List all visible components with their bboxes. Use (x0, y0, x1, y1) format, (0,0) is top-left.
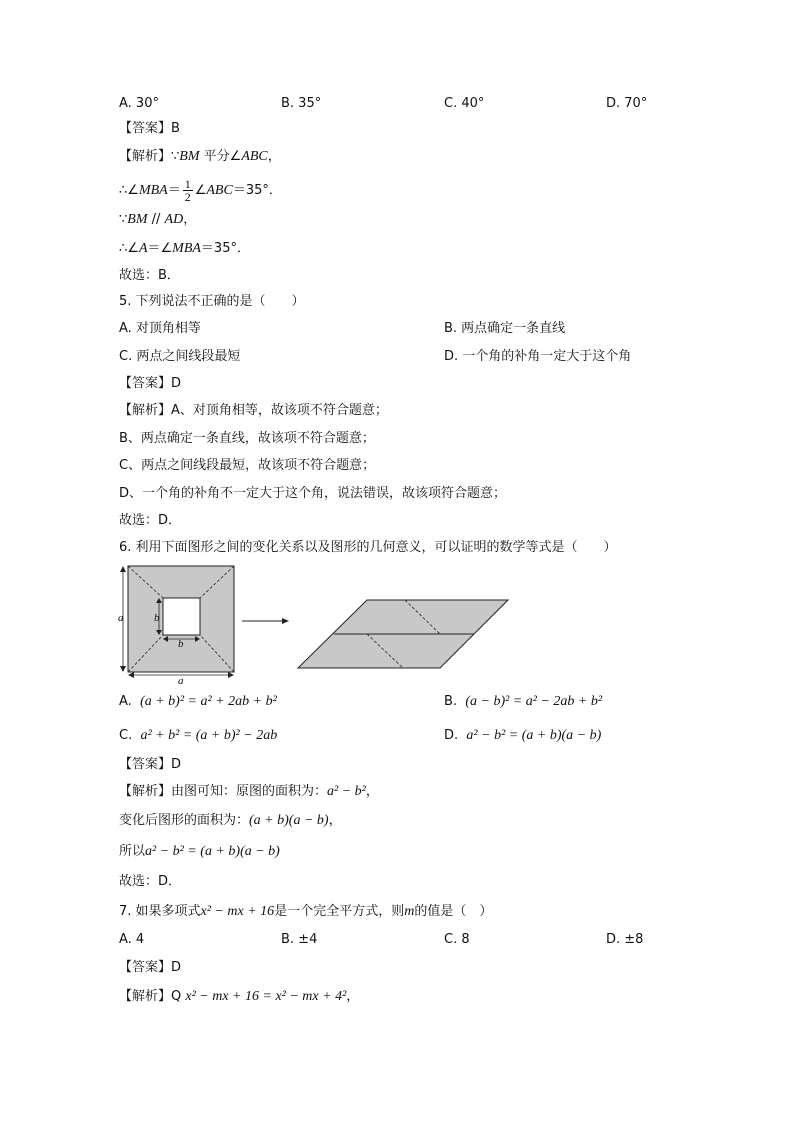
q4-option-d: D. 70° (606, 96, 648, 111)
q4-answer: 【答案】B (119, 121, 180, 136)
q4-analysis-line-4 (119, 240, 250, 258)
option-formula: a² + b² = (a + b)² − 2ab (140, 728, 278, 743)
q4-option-b: B. 35° (281, 96, 322, 111)
q4-choose: 故选：B． (119, 268, 180, 283)
q5-option-b: B. 两点确定一条直线 (444, 321, 566, 336)
q5-choose: 故选：D． (119, 513, 182, 528)
label-a-vertical: a (118, 612, 124, 624)
q5-analysis-4: D、一个角的补角不一定大于这个角，说法错误，故该项符合题意； (119, 486, 507, 501)
fraction-half (183, 178, 193, 203)
q6-option-b (444, 693, 602, 711)
q6-analysis-1 (119, 783, 379, 801)
q5-analysis-1: 【解析】A、对顶角相等，故该项不符合题意； (119, 403, 388, 418)
text: ∵ (119, 212, 128, 227)
option-letter: D. (444, 728, 459, 743)
math-expr: a² − b² = (a + b)(a − b) (145, 844, 280, 859)
label-a-horizontal: a (178, 675, 184, 685)
math-expr: x² − mx + 16 = x² − mx + 4² (185, 989, 347, 1004)
q6-answer: 【答案】D (119, 757, 182, 772)
text: ＝35°． (232, 183, 282, 198)
option-formula: a² − b² = (a + b)(a − b) (466, 728, 602, 743)
text: 的值是（ ） (414, 904, 493, 919)
text: 7. 如果多项式 (119, 904, 201, 919)
option-formula: (a − b)² = a² − 2ab + b² (465, 694, 603, 709)
text: ， (183, 212, 197, 227)
math-var: m (404, 904, 415, 919)
text: ＝35°． (200, 241, 250, 256)
text: 【解析】由图可知：原图的面积为： (119, 784, 328, 799)
math-var: ABC (206, 183, 233, 198)
q6-choose: 故选：D． (119, 874, 182, 889)
q6-option-d (444, 727, 601, 745)
q6-option-c (119, 727, 277, 745)
frac-denominator: 2 (184, 190, 191, 204)
option-letter: B. (444, 694, 458, 709)
text: ， (267, 149, 281, 164)
q5-option-c: C. 两点之间线段最短 (119, 349, 241, 364)
frac-numerator: 1 (184, 177, 191, 191)
q5-option-a: A. 对顶角相等 (119, 321, 201, 336)
label-b-horizontal: b (178, 638, 184, 650)
q7-option-d: D. ±8 (606, 932, 644, 947)
option-letter: A. (119, 694, 132, 709)
text: ， (328, 813, 342, 828)
math-expr: x² − mx + 16 (200, 904, 275, 919)
q5-stem: 5. 下列说法不正确的是（ ） (119, 294, 305, 309)
q6-option-a (119, 693, 277, 711)
q6-stem: 6. 利用下面图形之间的变化关系以及图形的几何意义，可以证明的数学等式是（ ） (119, 540, 617, 555)
q4-analysis-line-3 (119, 211, 196, 229)
text: ， (365, 784, 379, 799)
q5-option-d: D. 一个角的补角一定大于这个角 (444, 349, 632, 364)
text: ＝ (167, 183, 181, 198)
text: ＝∠ (147, 241, 173, 256)
parallelogram (298, 600, 508, 668)
math-var: ABC (241, 149, 268, 164)
text: ∴∠ (119, 241, 139, 256)
analysis-tag: 【解析】Q (119, 989, 182, 1004)
square-with-hole (128, 566, 234, 672)
math-var: MBA (172, 241, 201, 256)
math-var: BM (127, 212, 148, 227)
text: ∠ (194, 183, 207, 198)
math-expr: (a + b)(a − b) (249, 813, 329, 828)
q4-analysis-line-1 (119, 148, 281, 166)
transform-arrow-icon (242, 618, 289, 624)
q4-option-a: A. 30° (119, 96, 159, 111)
text: 是一个完全平方式，则 (274, 904, 405, 919)
option-formula: (a + b)² = a² + 2ab + b² (140, 694, 277, 709)
math-expr: a² − b² (327, 784, 366, 799)
text: 所以 (119, 844, 146, 859)
q7-answer: 【答案】D (119, 960, 182, 975)
q6-analysis-2 (119, 812, 342, 830)
analysis-tag: 【解析】 (119, 149, 172, 164)
math-var: A (138, 241, 148, 256)
math-var: BM (179, 149, 200, 164)
q7-stem (119, 903, 492, 921)
parallel-symbol: // (147, 212, 165, 227)
text: ， (346, 989, 360, 1004)
text: 变化后图形的面积为： (119, 813, 250, 828)
q5-analysis-2: B、两点确定一条直线，故该项不符合题意； (119, 431, 375, 446)
q7-option-b: B. ±4 (281, 932, 318, 947)
q4-analysis-line-2 (119, 178, 282, 203)
q7-option-c: C. 8 (444, 932, 470, 947)
q6-figure (112, 560, 522, 685)
math-var: AD (164, 212, 184, 227)
math-var: MBA (138, 183, 168, 198)
q5-analysis-3: C、两点之间线段最短，故该项不符合题意； (119, 458, 376, 473)
because-symbol: ∵ (171, 149, 180, 164)
text: ∴∠ (119, 183, 139, 198)
q7-analysis (119, 988, 359, 1006)
q6-analysis-3 (119, 843, 280, 861)
option-letter: C. (119, 728, 133, 743)
q4-option-c: C. 40° (444, 96, 485, 111)
text: 平分∠ (199, 149, 242, 164)
q5-answer: 【答案】D (119, 376, 182, 391)
q7-option-a: A. 4 (119, 932, 145, 947)
label-b-vertical: b (154, 612, 160, 624)
